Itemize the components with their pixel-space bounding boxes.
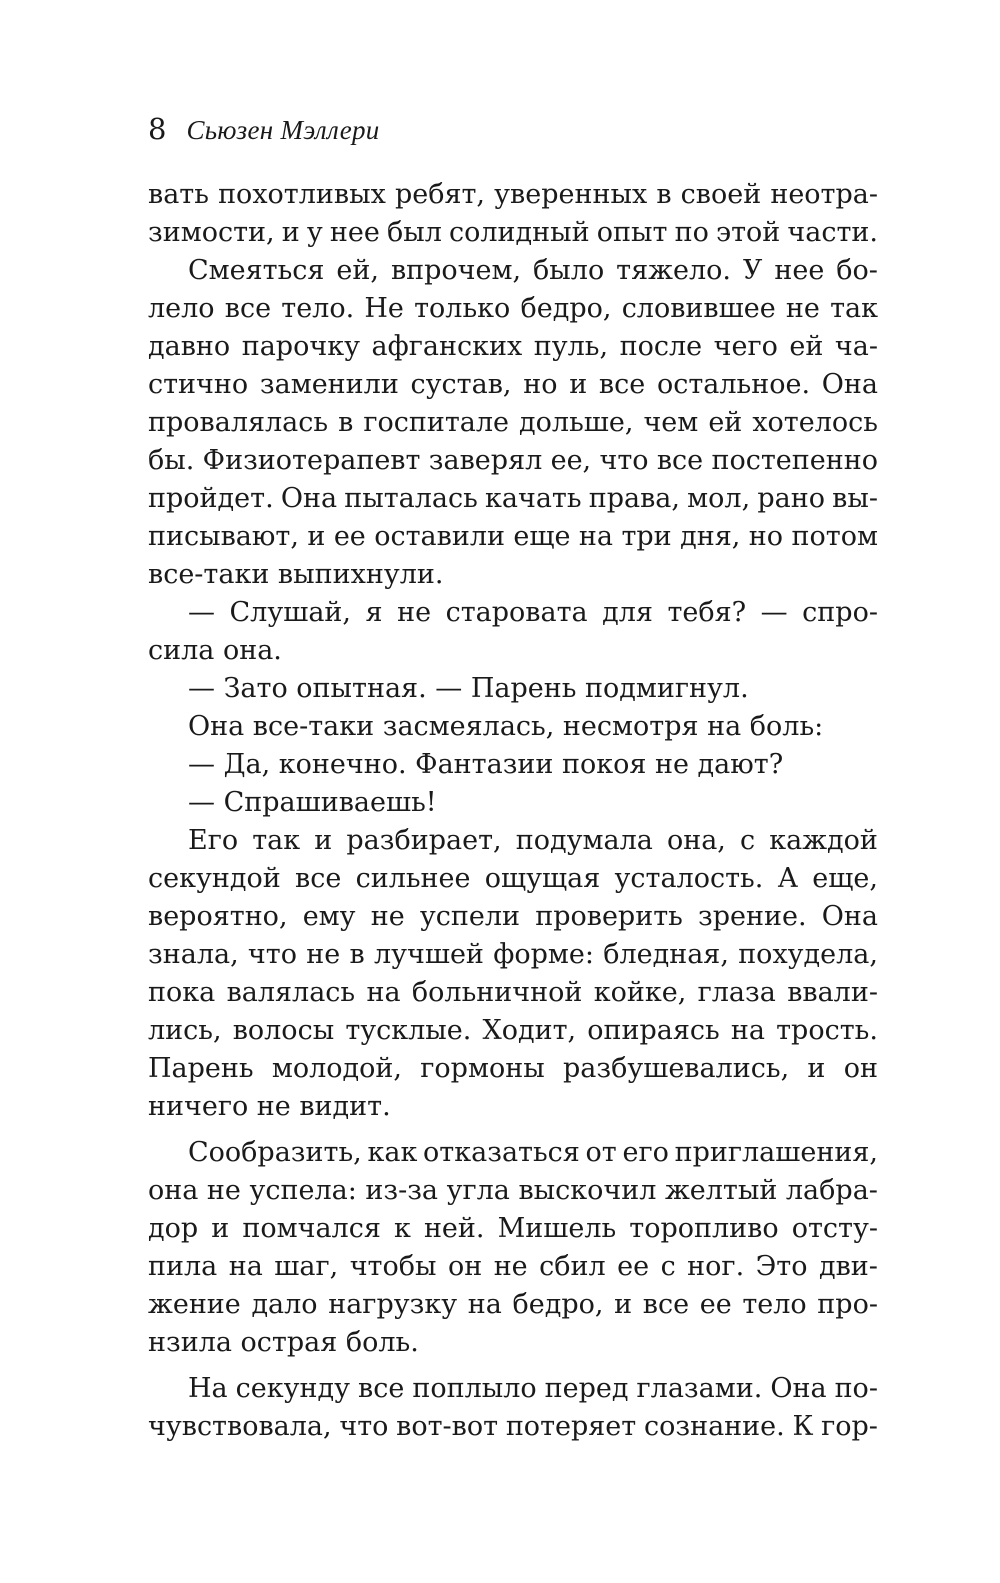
word: пока bbox=[148, 977, 216, 1008]
word: секундой bbox=[148, 863, 281, 894]
word: Она bbox=[821, 901, 878, 932]
word: не bbox=[397, 597, 432, 628]
word: подумала bbox=[515, 825, 653, 856]
word: нагрузку bbox=[328, 1289, 458, 1320]
word: поплыло bbox=[412, 1373, 537, 1404]
word: сбил bbox=[539, 1251, 606, 1282]
word: вероятно, bbox=[148, 901, 288, 932]
word: трость. bbox=[776, 1015, 878, 1046]
word: права, bbox=[588, 483, 680, 514]
word: дольше, bbox=[519, 407, 634, 438]
word: Не bbox=[364, 293, 404, 324]
text-line bbox=[148, 480, 878, 518]
word: этой bbox=[715, 217, 781, 248]
text-line bbox=[148, 1050, 878, 1088]
word: что bbox=[339, 1411, 389, 1442]
word: глазами. bbox=[636, 1373, 763, 1404]
word: на bbox=[467, 1289, 502, 1320]
word: так bbox=[252, 825, 301, 856]
word: зимости, bbox=[148, 217, 275, 248]
word: бы. bbox=[148, 445, 195, 476]
word: так bbox=[830, 293, 878, 324]
word: Слушай, bbox=[229, 597, 351, 628]
word: перед bbox=[544, 1373, 629, 1404]
word: солидный bbox=[449, 217, 590, 248]
word: Сообразить, bbox=[188, 1137, 362, 1168]
word: проверить bbox=[535, 901, 683, 932]
word: похудела, bbox=[738, 939, 878, 970]
word: все bbox=[656, 445, 704, 476]
word: тяжело. bbox=[616, 255, 731, 286]
word: только bbox=[414, 293, 511, 324]
word: нее bbox=[774, 255, 825, 286]
word: ввали- bbox=[787, 977, 878, 1008]
word: усталость. bbox=[614, 863, 764, 894]
word: Она bbox=[821, 369, 878, 400]
word: парочку bbox=[241, 331, 360, 362]
word: его bbox=[622, 1137, 669, 1168]
word: жение bbox=[148, 1289, 241, 1320]
word: все bbox=[598, 369, 646, 400]
word: постепенно bbox=[711, 445, 878, 476]
word: уверенных bbox=[494, 179, 648, 210]
word: Она bbox=[280, 483, 338, 514]
word: части. bbox=[787, 217, 878, 248]
word: рано bbox=[757, 483, 825, 514]
word: каждой bbox=[769, 825, 878, 856]
word: ему bbox=[302, 901, 356, 932]
text-line: — Зато опытная. — Парень подмигнул. bbox=[188, 673, 749, 704]
word: знала, bbox=[148, 939, 239, 970]
text-line bbox=[148, 1210, 878, 1248]
word: приглашения, bbox=[674, 1137, 878, 1168]
text-line bbox=[148, 404, 878, 442]
word: не bbox=[306, 939, 341, 970]
word: про- bbox=[817, 1289, 878, 1320]
text-line bbox=[148, 1172, 878, 1210]
word: молодой, bbox=[271, 1053, 402, 1084]
word: было bbox=[533, 255, 605, 286]
word: Смеяться bbox=[188, 255, 325, 286]
word: заменили bbox=[259, 369, 399, 400]
word: не bbox=[785, 293, 820, 324]
word: давно bbox=[148, 331, 231, 362]
word: успела: bbox=[249, 1175, 357, 1206]
word: секунду bbox=[235, 1373, 351, 1404]
word: ее bbox=[333, 521, 366, 552]
word: три bbox=[621, 521, 672, 552]
word: разбирает, bbox=[346, 825, 502, 856]
text-line: нзила острая боль. bbox=[148, 1327, 419, 1358]
word: чем bbox=[643, 407, 699, 438]
word: вы- bbox=[832, 483, 878, 514]
word: разбушевались, bbox=[562, 1053, 790, 1084]
text-line bbox=[148, 290, 878, 328]
word: госпитале bbox=[363, 407, 510, 438]
word: ча- bbox=[834, 331, 878, 362]
word: бедро, bbox=[520, 293, 612, 324]
word: койке, bbox=[593, 977, 687, 1008]
word: он bbox=[447, 1251, 483, 1282]
word: ребят, bbox=[394, 179, 486, 210]
word: и bbox=[807, 1053, 826, 1084]
word: ее, bbox=[550, 445, 592, 476]
word: спро- bbox=[802, 597, 878, 628]
word: но bbox=[748, 521, 784, 552]
word: она, bbox=[666, 825, 726, 856]
word: больничной bbox=[411, 977, 583, 1008]
word: угла bbox=[446, 1175, 510, 1206]
word: зрение. bbox=[698, 901, 807, 932]
word: на bbox=[578, 521, 614, 552]
word: на bbox=[366, 977, 401, 1008]
word: провалялась bbox=[148, 407, 329, 438]
word: лабра- bbox=[785, 1175, 878, 1206]
word: качать bbox=[485, 483, 582, 514]
word: дня, bbox=[680, 521, 741, 552]
word: словившее bbox=[621, 293, 776, 324]
word: ней. bbox=[423, 1213, 485, 1244]
word: для bbox=[602, 597, 653, 628]
text-line: все-таки выпихнули. bbox=[148, 559, 444, 590]
text-line: — Да, конечно. Фантазии покоя не дают? bbox=[188, 749, 784, 780]
word: помчался bbox=[242, 1213, 381, 1244]
book-author: Сьюзен Мэллери bbox=[186, 115, 380, 145]
word: но bbox=[523, 369, 558, 400]
word: Это bbox=[755, 1251, 808, 1282]
text-line bbox=[148, 594, 878, 632]
word: и bbox=[614, 1289, 633, 1320]
word: оставили bbox=[374, 521, 505, 552]
word: на bbox=[228, 1251, 263, 1282]
text-line bbox=[148, 898, 878, 936]
running-head bbox=[148, 112, 380, 152]
word: У bbox=[742, 255, 763, 286]
word: дви- bbox=[818, 1251, 878, 1282]
word: все bbox=[295, 863, 342, 894]
word: что bbox=[599, 445, 649, 476]
text-line bbox=[148, 1012, 878, 1050]
text-line bbox=[148, 1370, 878, 1408]
text-line bbox=[148, 822, 878, 860]
text-line bbox=[148, 1408, 878, 1446]
word: сустав, bbox=[410, 369, 512, 400]
word: тело bbox=[742, 1289, 807, 1320]
word: Физиотерапевт bbox=[202, 445, 421, 476]
word: успели bbox=[419, 901, 521, 932]
word: что bbox=[247, 939, 297, 970]
text-line bbox=[148, 936, 878, 974]
word: вот-вот bbox=[396, 1411, 499, 1442]
word: бедро, bbox=[512, 1289, 604, 1320]
word: ей bbox=[708, 407, 743, 438]
word: — bbox=[188, 597, 215, 628]
word: потеряет bbox=[505, 1411, 637, 1442]
word: не bbox=[206, 1175, 241, 1206]
text-line: ничего не видит. bbox=[148, 1091, 391, 1122]
word: еще, bbox=[812, 863, 878, 894]
word: тусклые. bbox=[345, 1015, 472, 1046]
word: К bbox=[792, 1411, 814, 1442]
text-line bbox=[148, 518, 878, 556]
word: и bbox=[569, 369, 588, 400]
word: после bbox=[619, 331, 703, 362]
text-line bbox=[148, 1248, 878, 1286]
word: тебя? bbox=[667, 597, 747, 628]
word: Мишель bbox=[497, 1213, 617, 1244]
word: пила bbox=[148, 1251, 218, 1282]
text-line bbox=[148, 366, 878, 404]
word: старовата bbox=[445, 597, 588, 628]
word: я bbox=[365, 597, 383, 628]
word: чувствовала, bbox=[148, 1411, 332, 1442]
word: пройдет. bbox=[148, 483, 274, 514]
text-line bbox=[148, 214, 878, 252]
word: — bbox=[760, 597, 788, 628]
text-line bbox=[148, 1134, 878, 1172]
word: от bbox=[585, 1137, 617, 1168]
word: На bbox=[188, 1373, 228, 1404]
word: отказаться bbox=[423, 1137, 580, 1168]
text-line: сила она. bbox=[148, 635, 282, 666]
word: был bbox=[386, 217, 442, 248]
word: с bbox=[660, 1251, 676, 1282]
page-number: 8 bbox=[148, 112, 167, 146]
word: неотра- bbox=[770, 179, 878, 210]
word: опираясь bbox=[587, 1015, 720, 1046]
text-line: Она все-таки засмеялась, несмотря на боль: bbox=[188, 711, 824, 742]
word: заверял bbox=[428, 445, 543, 476]
word: остальное. bbox=[656, 369, 811, 400]
word: в bbox=[349, 939, 365, 970]
word: А bbox=[777, 863, 799, 894]
word: и bbox=[281, 217, 300, 248]
word: все bbox=[224, 293, 272, 324]
word: выскочил bbox=[518, 1175, 657, 1206]
word: ощущая bbox=[484, 863, 601, 894]
word: как bbox=[367, 1137, 418, 1168]
word: в bbox=[338, 407, 354, 438]
word: не bbox=[370, 901, 405, 932]
word: впрочем, bbox=[390, 255, 522, 286]
word: отсту- bbox=[791, 1213, 878, 1244]
word: ее bbox=[699, 1289, 732, 1320]
word: гор- bbox=[821, 1411, 878, 1442]
word: ног. bbox=[687, 1251, 745, 1282]
word: к bbox=[393, 1213, 411, 1244]
text-line bbox=[148, 442, 878, 480]
word: своей bbox=[680, 179, 762, 210]
word: волосы bbox=[232, 1015, 335, 1046]
word: нее bbox=[329, 217, 380, 248]
word: на bbox=[730, 1015, 765, 1046]
word: валялась bbox=[226, 977, 356, 1008]
word: Его bbox=[188, 825, 239, 856]
word: все bbox=[358, 1373, 405, 1404]
word: форме: bbox=[493, 939, 594, 970]
word: бледная, bbox=[603, 939, 729, 970]
word: хотелось bbox=[752, 407, 878, 438]
word: по bbox=[674, 217, 709, 248]
word: писывают, bbox=[148, 521, 299, 552]
word: глаза bbox=[697, 977, 776, 1008]
word: по- bbox=[834, 1373, 878, 1404]
word: с bbox=[740, 825, 756, 856]
word: дор bbox=[148, 1213, 199, 1244]
text-line: — Спрашиваешь! bbox=[188, 787, 437, 818]
word: афганских bbox=[371, 331, 523, 362]
word: стично bbox=[148, 369, 249, 400]
word: в bbox=[656, 179, 672, 210]
text-line bbox=[148, 974, 878, 1012]
word: дало bbox=[251, 1289, 318, 1320]
word: потом bbox=[791, 521, 878, 552]
word: ей bbox=[789, 331, 824, 362]
word: сильнее bbox=[355, 863, 471, 894]
word: бо- bbox=[836, 255, 878, 286]
word: тело. bbox=[281, 293, 355, 324]
text-line bbox=[148, 1286, 878, 1324]
word: еще bbox=[513, 521, 571, 552]
word: чего bbox=[713, 331, 778, 362]
word: Ходит, bbox=[482, 1015, 577, 1046]
word: сознание. bbox=[643, 1411, 785, 1442]
word: ее bbox=[617, 1251, 650, 1282]
text-line bbox=[148, 252, 878, 290]
text-line bbox=[148, 328, 878, 366]
body-text bbox=[148, 176, 878, 1446]
word: и bbox=[211, 1213, 230, 1244]
word: и bbox=[307, 521, 326, 552]
word: Она bbox=[770, 1373, 827, 1404]
word: пыталась bbox=[344, 483, 478, 514]
word: он bbox=[843, 1053, 878, 1084]
word: ей, bbox=[336, 255, 379, 286]
word: лело bbox=[148, 293, 215, 324]
word: вать bbox=[148, 179, 209, 210]
word: опыт bbox=[596, 217, 668, 248]
word: шаг, bbox=[274, 1251, 339, 1282]
text-line bbox=[148, 176, 878, 214]
word: похотливых bbox=[218, 179, 386, 210]
word: из-за bbox=[365, 1175, 439, 1206]
word: все bbox=[642, 1289, 690, 1320]
text-line bbox=[148, 860, 878, 898]
word: пуль, bbox=[533, 331, 609, 362]
word: у bbox=[306, 217, 323, 248]
word: чтобы bbox=[349, 1251, 437, 1282]
word: не bbox=[493, 1251, 528, 1282]
word: и bbox=[314, 825, 333, 856]
word: она bbox=[148, 1175, 199, 1206]
word: гормоны bbox=[420, 1053, 545, 1084]
word: лись, bbox=[148, 1015, 222, 1046]
word: Парень bbox=[148, 1053, 254, 1084]
word: торопливо bbox=[629, 1213, 779, 1244]
word: лучшей bbox=[373, 939, 484, 970]
word: желтый bbox=[664, 1175, 778, 1206]
word: мол, bbox=[687, 483, 751, 514]
